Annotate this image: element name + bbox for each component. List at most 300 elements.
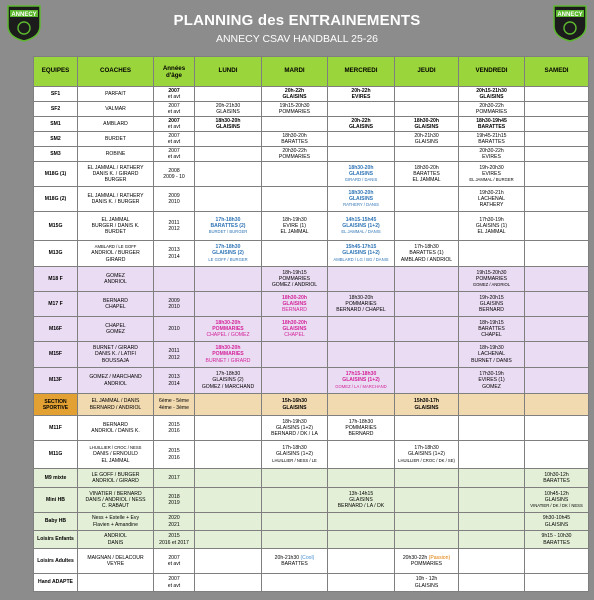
cell-line: BURDET (105, 135, 126, 142)
slot-mardi (262, 292, 328, 317)
ages-cell (154, 441, 195, 469)
ages-cell (154, 102, 195, 117)
team-name: Baby HB (34, 513, 78, 531)
slot-samedi (525, 416, 589, 441)
cell-line: BURDET (105, 229, 126, 236)
slot-mardi (262, 416, 328, 441)
cell-line: GLAISINS (282, 325, 307, 332)
slot-samedi (525, 187, 589, 212)
slot-mardi (262, 531, 328, 549)
slot-mercredi (328, 488, 395, 513)
cell-line: Ness + Estelle + Evy (92, 515, 139, 522)
cell-line: BARATTES (413, 170, 440, 177)
slot-jeudi (395, 147, 459, 162)
cell-line: VINATIER / DK / DK / NESS (530, 503, 583, 509)
cell-line: 17h-18h30 (215, 216, 241, 223)
coaches-cell (78, 132, 154, 147)
slot-samedi (525, 531, 589, 549)
slot-vendredi (459, 132, 525, 147)
slot-jeudi (395, 368, 459, 394)
cell-line: 20h-21h30 (414, 132, 439, 139)
slot-jeudi (395, 267, 459, 292)
cell-line: 2021 (168, 521, 180, 528)
slot-samedi (525, 469, 589, 488)
slot-vendredi (459, 368, 525, 394)
team-name: M18 F (34, 267, 78, 292)
ages-cell (154, 187, 195, 212)
slot-vendredi (459, 241, 525, 267)
cell-line: BURNET / GIRARD (205, 357, 251, 364)
cell-line: GOMEZ / MARCHAND (89, 374, 142, 381)
logo-text: ANNECY (11, 11, 37, 18)
coaches-cell (78, 394, 154, 416)
cell-line: GLAISINS (1+2) (342, 250, 380, 257)
cell-line: GIRARD (105, 256, 126, 263)
slot-lundi (195, 574, 262, 592)
cell-line: 10h - 12h (415, 576, 438, 583)
cell-line: 2008 (168, 167, 180, 174)
cell-line: EL JAMMAL (101, 457, 130, 464)
slot-lundi (195, 162, 262, 187)
ages-cell (154, 574, 195, 592)
cell-line-part: (Passion) (428, 554, 451, 561)
team-name: SM1 (34, 117, 78, 132)
cell-line: 2016 (168, 428, 180, 434)
cell-line: ANDRIOL (104, 533, 127, 540)
coaches-cell (78, 102, 154, 117)
cell-line: et avt (167, 154, 181, 160)
cell-line: VEYRE (106, 561, 125, 567)
slot-mardi (262, 87, 328, 102)
slot-lundi (195, 441, 262, 469)
cell-line: GLAISINS (1+2) (408, 451, 445, 458)
cell-line: 18h30-20h (282, 132, 307, 139)
cell-line: BERNARD / LA / DK (337, 503, 385, 510)
slot-lundi (195, 469, 262, 488)
cell-line: 19h-20h15 (479, 294, 504, 301)
slot-jeudi (395, 549, 459, 574)
slot-mercredi (328, 212, 395, 241)
slot-samedi (525, 292, 589, 317)
cell-line: MAIGNAN / DELACOUR (87, 554, 144, 561)
slot-jeudi (395, 117, 459, 132)
coaches-cell (78, 416, 154, 441)
slot-jeudi (395, 441, 459, 469)
cell-line: GLAISINS (348, 195, 374, 202)
cell-line: 15h-16h30 (282, 398, 307, 405)
cell-line: BURNET / GIRARD (93, 345, 138, 352)
team-name: SECTION SPORTIVE (34, 394, 78, 416)
slot-samedi (525, 117, 589, 132)
ages-cell (154, 241, 195, 267)
team-name: SF2 (34, 102, 78, 117)
coaches-cell (78, 87, 154, 102)
cell-line: 20h30-22h (479, 102, 504, 109)
cell-line: AMBLARD (103, 120, 128, 127)
slot-samedi (525, 102, 589, 117)
cell-line: 2009 - 10 (163, 174, 185, 180)
cell-line: ANDRIOL / BURGER (91, 250, 140, 257)
cell-line: LHUILLIER / CROC / DK / SE) (398, 457, 455, 463)
col-header-annees: Années d'âge (154, 57, 195, 87)
cell-line: EL JAMMAL (280, 229, 309, 236)
slot-mercredi (328, 87, 395, 102)
slot-lundi (195, 117, 262, 132)
slot-samedi (525, 162, 589, 187)
slot-vendredi (459, 187, 525, 212)
cell-line: LACHENAL (478, 351, 505, 358)
cell-line: RATHERY (479, 202, 504, 209)
cell-line: 2007 (168, 87, 180, 94)
cell-line: CHAPEL (105, 322, 126, 329)
slot-mardi (262, 132, 328, 147)
slot-lundi (195, 241, 262, 267)
cell-line: 2015 (168, 533, 180, 540)
cell-line: 20h15-21h30 (476, 87, 507, 94)
slot-mercredi (328, 441, 395, 469)
slot-jeudi (395, 513, 459, 531)
cell-line: BERNARD / ANDRIOL (89, 404, 142, 411)
cell-line: 2016 (168, 454, 180, 461)
cell-line: 18h30-20h (282, 294, 307, 301)
cell-line: GOMEZ (482, 383, 501, 390)
cell-line: et avt (167, 561, 181, 567)
cell-line: POMMARIES (475, 109, 508, 115)
slot-jeudi (395, 317, 459, 342)
cell-line: 2015 (168, 448, 180, 455)
table-row (34, 147, 589, 162)
cell-line: BURGER (104, 177, 127, 184)
slot-jeudi (395, 342, 459, 368)
slot-mercredi (328, 394, 395, 416)
team-name: M18G (1) (34, 162, 78, 187)
cell-line: EL JAMMAL (412, 177, 441, 184)
slot-mercredi (328, 549, 395, 574)
cell-line: GLAISINS (282, 404, 307, 411)
team-name: M18G (2) (34, 187, 78, 212)
cell-line: EL JAMMAL (477, 229, 506, 236)
slot-lundi (195, 317, 262, 342)
table-row (34, 87, 589, 102)
slot-jeudi (395, 394, 459, 416)
cell-line: 2011 (168, 348, 180, 355)
cell-line: 10h45-12h (544, 490, 569, 497)
header-row (34, 57, 589, 87)
slot-mercredi (328, 531, 395, 549)
slot-samedi (525, 132, 589, 147)
slot-samedi (525, 394, 589, 416)
team-name: Hand ADAPTE (34, 574, 78, 592)
slot-jeudi (395, 241, 459, 267)
coaches-cell (78, 513, 154, 531)
slot-mercredi (328, 469, 395, 488)
ages-cell (154, 469, 195, 488)
cell-line: BERNARD (103, 297, 128, 304)
cell-line: GLAISINS (414, 124, 439, 130)
slot-vendredi (459, 441, 525, 469)
cell-line: VALMAR (105, 105, 126, 112)
slot-mardi (262, 488, 328, 513)
page-subtitle: ANNECY CSAV HANDBALL 25-26 (215, 33, 379, 45)
cell-line: 18h30-20h (414, 117, 439, 124)
slot-samedi (525, 574, 589, 592)
cell-line: DANIS K. / BURGER (91, 199, 140, 205)
cell-line: GLAISINS (282, 300, 307, 307)
cell-line: DANIS K. / GIRARD (92, 170, 139, 177)
cell-line: EL JAMMAL / RATHERY (87, 164, 144, 171)
cell-line: BARATTES (281, 139, 308, 145)
slot-samedi (525, 241, 589, 267)
table-row (34, 241, 589, 267)
slot-jeudi (395, 469, 459, 488)
slot-mardi (262, 102, 328, 117)
slot-vendredi (459, 292, 525, 317)
cell-line: CHAPEL (105, 304, 126, 310)
slot-vendredi (459, 531, 525, 549)
slot-jeudi (395, 416, 459, 441)
ages-cell (154, 267, 195, 292)
cell-line: POMMARIES (278, 154, 311, 160)
cell-line: 2017 (168, 474, 180, 481)
cell-line: 19h45-21h15 (476, 132, 507, 139)
slot-mardi (262, 241, 328, 267)
cell-line: et avt (167, 109, 181, 115)
slot-lundi (195, 187, 262, 212)
cell-line: BERNARD (348, 431, 374, 438)
cell-line: C. RABAUT (101, 503, 130, 510)
cell-line: 17h-18h30 (414, 244, 439, 251)
table-row (34, 488, 589, 513)
team-name: M15G (34, 212, 78, 241)
ages-cell (154, 513, 195, 531)
cell-line: 20h-22h (284, 87, 305, 94)
cell-line: GLAISINS (479, 300, 504, 307)
cell-line: 14h15-15h45 (345, 216, 377, 223)
slot-mardi (262, 342, 328, 368)
cell-line: ANDRIOL (104, 380, 127, 387)
cell-line: GIRARD / DANIS (344, 177, 378, 183)
slot-mardi (262, 147, 328, 162)
cell-line: 15h30-17h (414, 398, 439, 405)
team-name: M13F (34, 368, 78, 394)
coaches-cell (78, 488, 154, 513)
cell-line: BERNARD / CHAPEL (336, 307, 386, 314)
cell-line: 2007 (168, 132, 180, 139)
slot-mercredi (328, 117, 395, 132)
cell-line: 18h-19h30 (479, 345, 504, 352)
slot-vendredi (459, 549, 525, 574)
coaches-cell (78, 117, 154, 132)
ages-cell (154, 317, 195, 342)
cell-line: 18h30-20h (348, 164, 374, 171)
slot-mercredi (328, 317, 395, 342)
cell-line: 18h30-20h (348, 294, 374, 301)
cell-line: 2012 (168, 354, 180, 361)
cell-line: AMBLARD / LG / BG / DANIS (333, 256, 389, 262)
table-row (34, 574, 589, 592)
col-header-mardi: MARDI (262, 57, 328, 87)
cell-line: GLAISINS (282, 94, 307, 100)
cell-line: POMMARIES (212, 325, 244, 332)
cell-line: LE GOFF / BURGER (208, 256, 248, 262)
cell-line: GLAISINS (414, 582, 439, 589)
cell-line: GLAISINS (2) (212, 250, 244, 257)
cell-line: CHAPEL (284, 332, 305, 339)
table-row (34, 441, 589, 469)
cell-line: GLAISINS (348, 124, 374, 130)
cell-line: 18h-19h30 (282, 216, 307, 223)
slot-samedi (525, 441, 589, 469)
slot-mardi (262, 267, 328, 292)
cell-line: 2013 (168, 374, 180, 381)
slot-jeudi (395, 574, 459, 592)
slot-mercredi (328, 513, 395, 531)
slot-vendredi (459, 87, 525, 102)
slot-mardi (262, 212, 328, 241)
cell-line: POMMARIES (212, 351, 244, 358)
cell-line: GOMEZ / LA / MARCHAND (335, 383, 387, 389)
cell-line: POMMARIES (345, 424, 377, 431)
table-row (34, 469, 589, 488)
cell-line: BURGER / DANIS K. (91, 222, 140, 229)
cell-line: 2010 (168, 199, 180, 205)
slot-mardi (262, 162, 328, 187)
cell-line: 2007 (168, 554, 180, 561)
slot-vendredi (459, 317, 525, 342)
slot-mercredi (328, 132, 395, 147)
cell-line: EVIRES (482, 170, 501, 177)
slot-mardi (262, 441, 328, 469)
cell-line: GLAISINS (414, 404, 439, 411)
slot-samedi (525, 147, 589, 162)
slot-jeudi (395, 488, 459, 513)
cell-line: LHUILLIER / CROC / NESS (89, 445, 142, 451)
coaches-cell (78, 441, 154, 469)
slot-samedi (525, 267, 589, 292)
slot-mercredi (328, 416, 395, 441)
cell-line: BARATTES (478, 139, 505, 145)
coaches-cell (78, 162, 154, 187)
cell-line: 18h30-20h (348, 189, 374, 196)
slot-lundi (195, 132, 262, 147)
table-row (34, 292, 589, 317)
cell-line: 18h30-20h (215, 345, 241, 352)
slot-jeudi (395, 102, 459, 117)
cell-line: 2007 (168, 576, 180, 583)
slot-vendredi (459, 394, 525, 416)
cell-line: GOMEZ / ANDRIOL (271, 282, 318, 289)
slot-mardi (262, 574, 328, 592)
cell-line: EVIRES (482, 154, 501, 160)
slot-samedi (525, 317, 589, 342)
slot-mardi (262, 394, 328, 416)
slot-jeudi (395, 531, 459, 549)
slot-lundi (195, 102, 262, 117)
ages-cell (154, 549, 195, 574)
team-name: Loisirs Adultes (34, 549, 78, 574)
cell-line: GLAISINS (1+2) (342, 377, 380, 384)
cell-line: ROBINE (105, 150, 126, 157)
cell-line: GOMEZ / ANDRIOL (472, 282, 511, 288)
col-header-lundi: LUNDI (195, 57, 262, 87)
cell-line: EL JAMMAL / RATHERY (87, 192, 144, 199)
slot-lundi (195, 416, 262, 441)
slot-vendredi (459, 102, 525, 117)
cell-line: et avt (167, 94, 181, 100)
cell-line: 9h30-10h45 (542, 515, 571, 522)
team-name: M15F (34, 342, 78, 368)
slot-mercredi (328, 241, 395, 267)
slot-vendredi (459, 147, 525, 162)
cell-line: 2014 (168, 253, 180, 260)
ages-cell (154, 531, 195, 549)
cell-line: LHUILLIER / NESS / LE (272, 457, 317, 463)
coaches-cell (78, 212, 154, 241)
team-name: Loisirs Enfants (34, 531, 78, 549)
cell-line: GLAISINS (1) (475, 222, 508, 229)
col-header-coaches: COACHES (78, 57, 154, 87)
cell-line: POMMARIES (410, 561, 443, 567)
cell-line: 17h30-19h (479, 371, 504, 378)
table-row (34, 117, 589, 132)
slot-samedi (525, 513, 589, 531)
table-row (34, 267, 589, 292)
col-header-samedi: SAMEDI (525, 57, 589, 87)
cell-line: EVIRES (1) (478, 377, 505, 384)
table-row (34, 531, 589, 549)
cell-line: EL JAMMAL / DANIS (91, 398, 140, 405)
ages-cell (154, 212, 195, 241)
table-row (34, 317, 589, 342)
cell-line: BERNARD / DK / LA (271, 431, 318, 438)
cell-line: 17h-18h30 (348, 418, 374, 425)
cell-line: VINATIER / BERNARD (89, 490, 142, 497)
cell-line: 4ème - 3ème (158, 404, 189, 411)
slot-mercredi (328, 102, 395, 117)
cell-line: GLAISINS (348, 170, 374, 177)
cell-line: EVIRES (351, 94, 371, 100)
cell-line: BERNARD (103, 421, 128, 428)
slot-jeudi (395, 187, 459, 212)
slot-mercredi (328, 147, 395, 162)
cell-line: DANIS K. / LATIFI (95, 351, 136, 358)
team-name: SM3 (34, 147, 78, 162)
cell-line: GLAISINS (1+2) (342, 222, 380, 229)
col-header-mercredi: MERCREDI (328, 57, 395, 87)
slot-vendredi (459, 212, 525, 241)
cell-line: GLAISINS (1+2) (276, 451, 313, 458)
cell-line: RATHERY / DANIS (343, 202, 379, 208)
ages-cell (154, 132, 195, 147)
coaches-cell (78, 267, 154, 292)
cell-line: Flavien + Amandine (93, 521, 138, 528)
cell-line: 17h-18h30 (215, 371, 241, 378)
cell-line: PARFAIT (105, 90, 126, 97)
cell-line: EL JAMMAL / DANIS (341, 229, 381, 235)
cell-line: 20h-22h (351, 117, 371, 124)
cell-line: BARATTES (477, 124, 506, 130)
coaches-cell (78, 187, 154, 212)
cell-line: BARATTES (2) (210, 222, 246, 229)
cell-line: 2020 (168, 515, 180, 522)
cell-line: ANDRIOL / DANIS K. (91, 428, 140, 434)
table-row (34, 342, 589, 368)
ages-cell (154, 368, 195, 394)
cell-line: 18h30-20h (414, 164, 439, 171)
cell-line: ANDRIOL (104, 279, 127, 285)
slot-lundi (195, 342, 262, 368)
cell-line: 2012 (168, 226, 180, 232)
